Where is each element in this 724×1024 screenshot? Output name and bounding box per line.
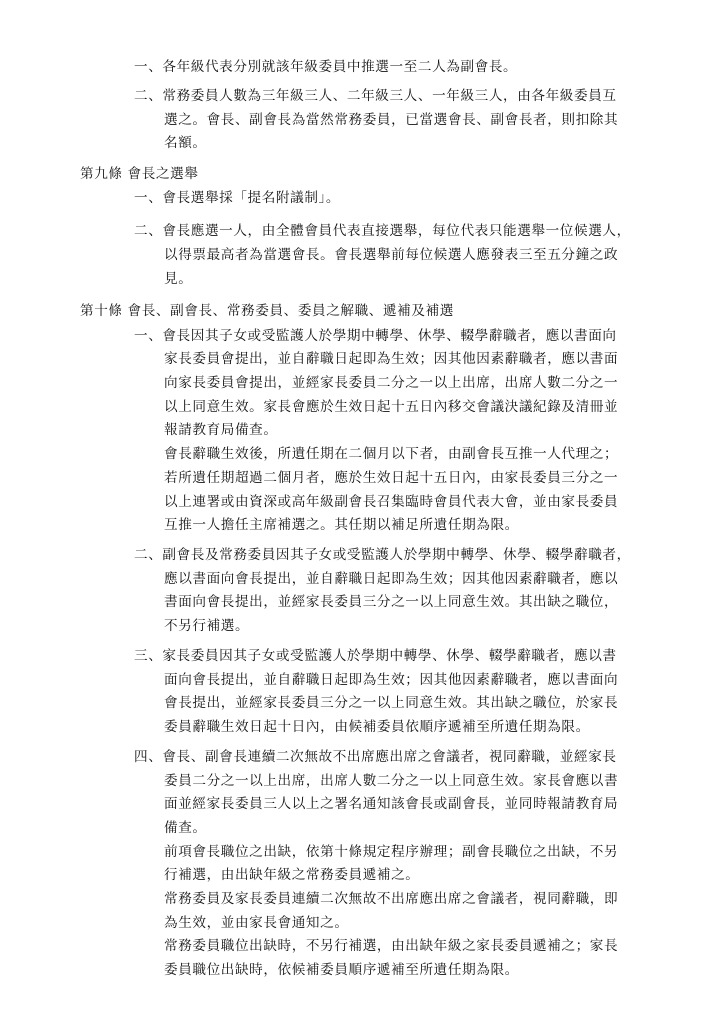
- clause-8-item-2-cont: 選之。會長、副會長為當然常務委員，已當選會長、副會長者，則扣除其: [164, 112, 619, 128]
- article-10-item-3-cont: 委員辭職生效日起十日內，由候補委員依順序遞補至所遺任期為限。: [164, 719, 590, 735]
- article-9-item-2-cont: 以得票最高者為當選會長。會長選舉前每位候選人應發表三至五分鐘之政: [164, 247, 619, 263]
- article-10-item-2-cont: 應以書面向會長提出，並自辭職日起即為生效；因其他因素辭職者，應以: [164, 571, 619, 587]
- article-10-item-4-para: 常務委員及家長委員連續二次無故不出席應出席之會議者，視同辭職，即: [164, 891, 619, 907]
- article-10-item-1-cont: 向家長委員會提出，並經家長委員二分之一以上出席，出席人數二分之一: [164, 375, 619, 391]
- article-10-item-4-cont: 備查。: [164, 820, 207, 836]
- article-9-heading: 第九條 會長之選舉: [80, 166, 199, 182]
- article-10-item-1-para: 會長辭職生效後，所遺任期在二個月以下者，由副會長互推一人代理之；: [164, 446, 619, 462]
- article-10-item-4-para: 為生效，並由家長會通知之。: [164, 915, 349, 931]
- article-10-item-2: 二、副會長及常務委員因其子女或受監護人於學期中轉學、休學、輟學辭職者，: [134, 547, 631, 563]
- article-10-item-4-cont: 面並經家長委員三人以上之署名通知該會長或副會長，並同時報請教育局: [164, 796, 619, 812]
- article-10-item-4-cont: 委員二分之一以上出席，出席人數二分之一以上同意生效。家長會應以書: [164, 773, 619, 789]
- article-9-item-2: 二、會長應選一人，由全體會員代表直接選舉，每位代表只能選舉一位候選人，: [134, 223, 631, 239]
- article-10-item-1-cont: 以上同意生效。家長會應於生效日起十五日內移交會議決議紀錄及清冊並: [164, 399, 619, 415]
- article-10-item-2-cont: 不另行補選。: [164, 618, 250, 634]
- article-10-item-4-para: 委員職位出缺時，依候補委員順序遞補至所遺任期為限。: [164, 962, 519, 978]
- article-10-item-1-para: 以上連署或由資深或高年級副會長召集臨時會員代表大會，並由家長委員: [164, 494, 619, 510]
- article-9-item-1: 一、會長選舉採「提名附議制」。: [134, 190, 341, 206]
- article-10-item-1-cont: 家長委員會提出，並自辭職日起即為生效；因其他因素辭職者，應以書面: [164, 351, 619, 367]
- clause-8-item-1: 一、各年級代表分別就該年級委員中推選一至二人為副會長。: [134, 59, 518, 75]
- article-10-item-1-cont: 報請教育局備查。: [164, 422, 278, 438]
- article-9-item-2-cont: 見。: [164, 271, 193, 287]
- article-10-item-4: 四、會長、副會長連續二次無故不出席應出席之會議者，視同辭職，並經家長: [134, 749, 617, 765]
- article-10-heading: 第十條 會長、副會長、常務委員、委員之解職、遞補及補選: [80, 303, 454, 319]
- article-10-item-1-para: 若所遺任期超過二個月者，應於生效日起十五日內，由家長委員三分之一: [164, 470, 619, 486]
- clause-8-item-2-cont: 名額。: [164, 135, 207, 151]
- clause-8-item-2: 二、常務委員人數為三年級三人、二年級三人、一年級三人，由各年級委員互: [134, 88, 617, 104]
- article-10-item-4-para: 前項會長職位之出缺，依第十條規定程序辦理；副會長職位之出缺，不另: [164, 844, 619, 860]
- article-10-item-1: 一、會長因其子女或受監護人於學期中轉學、休學、輟學辭職者，應以書面向: [134, 328, 617, 344]
- article-10-item-4-para: 行補選，由出缺年級之常務委員遞補之。: [164, 867, 420, 883]
- article-10-item-3-cont: 會長提出，並經家長委員三分之一以上同意生效。其出缺之職位，於家長: [164, 695, 619, 711]
- article-10-item-3-cont: 面向會長提出，並自辭職日起即為生效；因其他因素辭職者，應以書面向: [164, 672, 619, 688]
- article-10-item-3: 三、家長委員因其子女或受監護人於學期中轉學、休學、輟學辭職者，應以書: [134, 648, 617, 664]
- article-10-item-4-para: 常務委員職位出缺時，不另行補選，由出缺年級之家長委員遞補之；家長: [164, 938, 619, 954]
- article-10-item-2-cont: 書面向會長提出，並經家長委員三分之一以上同意生效。其出缺之職位，: [164, 594, 619, 610]
- article-10-item-1-para: 互推一人擔任主席補選之。其任期以補足所遺任期為限。: [164, 517, 519, 533]
